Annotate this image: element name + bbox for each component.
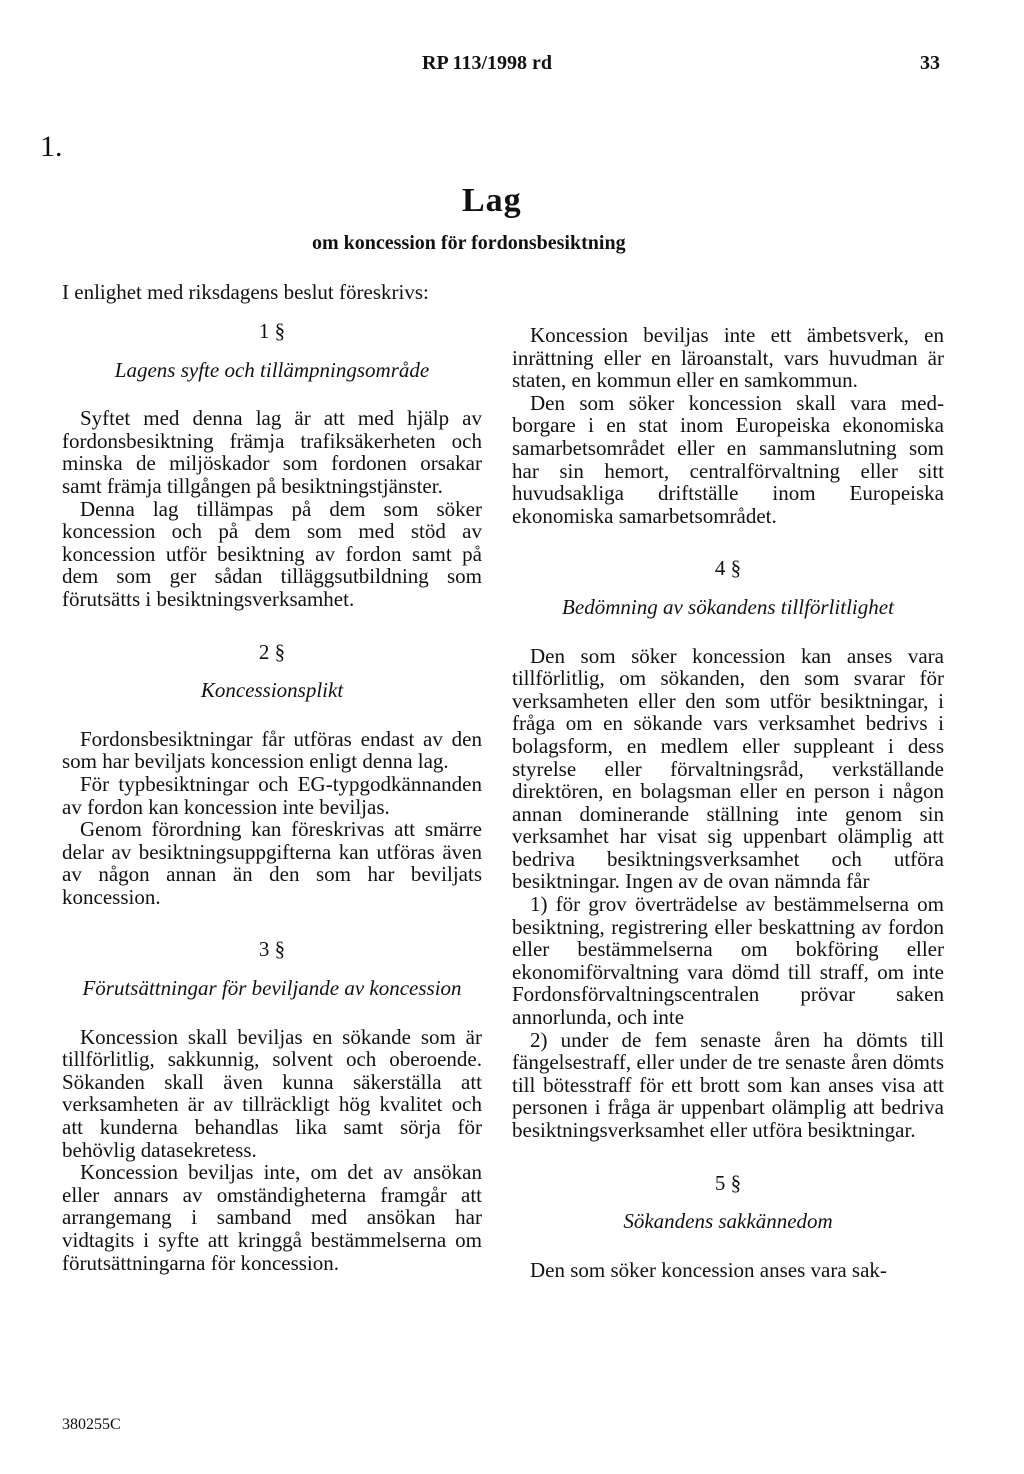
section-3-number: 3 §	[258, 937, 286, 962]
section-3-continued-paragraph-1: Koncession beviljas inte ett ämbetsverk, en inrättning eller en läroanstalt, vars huvudman är staten, en kommun eller en samkommun.	[512, 323, 944, 393]
law-subtitle: om koncession för fordonsbesiktning	[312, 232, 626, 254]
document-reference: RP 113/1998 rd	[422, 52, 553, 74]
section-4-list-item-2: 2) under de fem senaste åren ha dömts till fängelsestraff, eller under de tre senaste åren dömts till bötesstraff för ett brott som kan anses visa att personen i fråga är uppenbart olämplig att bedriva besiktningsverksamhet eller utföra besiktningar.	[512, 1027, 944, 1142]
section-4-list-item-1: 1) för grov överträdelse av bestämmelserna om besiktning, registrering eller beskattning av fordon eller bestämmelserna om bokföring eller ekonomiförvaltning vara dömd till straff, om inte Fordonsförvaltningscentralen prövar saken annorlunda, och inte	[512, 892, 944, 1030]
section-4-paragraph-1: Den som söker koncession kan anses vara tillförlitlig, om sökanden, den som svarar för verksamheten eller den som utför besiktningar, i fråga om en sökande vars verksamhet bedrivs i bolagsform, en medlem eller suppleant i dess styrelse eller förvaltningsråd, verkställande direktören, en bolagsman eller en person i någon annan dominerande ställning inte genom sin verksamhet har visat sig uppenbart olämplig att bedriva besiktningsverksamhet och utföra besiktningar. Ingen av de ovan nämnda får	[512, 643, 944, 894]
section-5-number: 5 §	[714, 1170, 742, 1195]
enactment-clause: I enlighet med riksdagens beslut föreskrivs:	[62, 280, 429, 304]
section-3-paragraph-1: Koncession skall beviljas en sökande som är tillförlitlig, sakkunnig, solvent och oberoende. Sökanden skall även kunna säkerställa att verksamheten är av tillräckligt hög kvalitet och att kunderna behandlas lika samt sörja för behövlig datasekretess.	[62, 1024, 482, 1162]
section-1-paragraph-1: Syftet med denna lag är att med hjälp av fordonsbesiktning främja trafiksäkerheten och minska de miljöskador som fordonen orsakar samt främja tillgången på besiktningstjänster.	[62, 406, 482, 498]
section-3-heading: Förutsättningar för beviljande av koncession	[82, 976, 462, 1001]
section-2-paragraph-1: Fordonsbesiktningar får utföras endast av den som har beviljats koncession enligt denna lag.	[62, 726, 482, 774]
section-5-heading: Sökandens sakkännedom	[623, 1209, 833, 1234]
section-2-paragraph-2: För typbesiktningar och EG-typgodkännanden av fordon kan koncession inte beviljas.	[62, 771, 482, 819]
section-2-paragraph-3: Genom förordning kan föreskrivas att smärre delar av besiktningsuppgifterna kan utföras även av någon annan än den som har beviljats koncession.	[62, 817, 482, 909]
section-5-paragraph-1: Den som söker koncession anses vara sak-	[530, 1257, 887, 1282]
section-2-heading: Koncessionsplikt	[200, 678, 344, 703]
section-4-number: 4 §	[714, 556, 742, 581]
section-4-heading: Bedömning av sökandens tillförlitlighet	[562, 594, 894, 619]
law-title: Lag	[462, 182, 522, 219]
footer-code: 380255C	[62, 1416, 121, 1433]
left-column	[62, 320, 482, 1274]
chapter-number: 1.	[40, 130, 63, 163]
section-2-number: 2 §	[258, 639, 286, 664]
section-3-paragraph-2: Koncession beviljas inte, om det av ansökan eller annars av omständigheterna framgår att arrangemang i samband med ansökan har vidtagits i syfte att kringgå bestämmelserna om förutsättningarna för koncession.	[62, 1160, 482, 1275]
section-1-paragraph-2: Denna lag tillämpas på dem som söker koncession och på dem som med stöd av koncession utför besiktning av fordon samt på dem som ger sådan tilläggsutbildning som förutsätts i besiktningsverksamhet.	[62, 496, 482, 611]
section-3-continued-paragraph-2: Den som söker koncession skall vara medborgare i en stat inom Europeiska ekonomiska samarbetsområdet eller en sammanslutning som har sin hemort, centralförvaltning eller sitt huvudsakliga driftställe inom Europeiska ekonomiska samarbetsområdet.	[512, 390, 944, 528]
section-1-number: 1 §	[258, 319, 286, 343]
page-number: 33	[920, 52, 940, 74]
right-column	[512, 324, 944, 1281]
section-1-heading: Lagens syfte och tillämpningsområde	[114, 357, 430, 382]
